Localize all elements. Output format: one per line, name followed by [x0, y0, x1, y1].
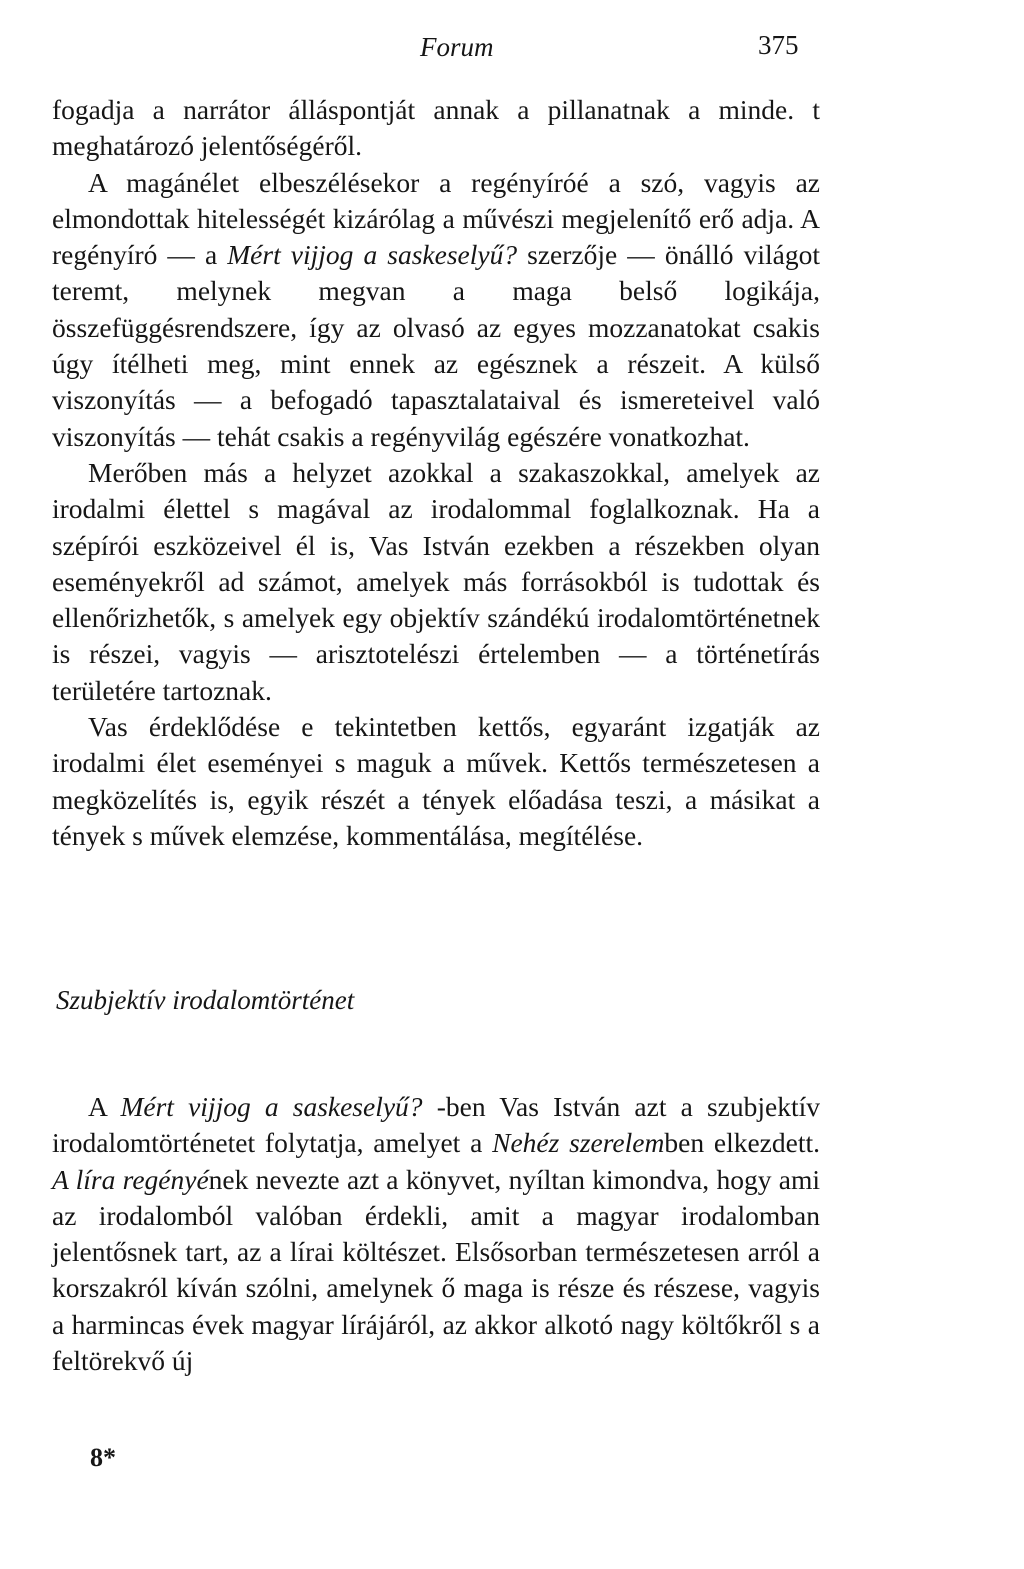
text-run: szerzője — önálló világot teremt, melynek megvan a maga belső logikája, összefüggésrendszere, így az olvasó az egyes mozzanatokat csakis úgy ítélheti meg, mint ennek az egésznek a részeit. A külső viszonyítás — a befogadó tapasztalataival és ismereteivel való viszonyítás — tehát csakis a regényvilág egészére vonatkozhat.	[52, 239, 820, 452]
paragraph	[52, 1089, 820, 1379]
text-run: Vas érdeklődése e tekintetben kettős, egyaránt izgatják az irodalmi élet eseményei s maguk a művek. Kettős természetesen a megközelítés is, egyik részét a tények előadása teszi, a másikat a tények s művek elemzése, kommentálása, megítélése.	[52, 711, 820, 851]
paragraph	[52, 455, 820, 709]
book-title: Mért vijjog a saskeselyű?	[227, 239, 518, 271]
text-run: ben elkezdett.	[664, 1127, 820, 1159]
page-header	[0, 30, 1024, 70]
section-heading: Szubjektív irodalomtörténet	[56, 985, 355, 1015]
main-text	[52, 92, 820, 854]
text-run: A magánélet elbeszélésekor a regényíróé a szó, vagyis az elmondottak hitelességét kizárólag a művészi megjelenítő erő adja. A regényíró — a	[52, 166, 820, 271]
text-run: -ben Vas István azt a szubjektív irodalomtörténetet folytatja, amelyet a	[52, 1091, 820, 1159]
text-run: nek nevezte azt a könyvet, nyíltan kimondva, hogy ami az irodalomból valóban érdekli, amit a magyar irodalomban jelentősnek tart, az a lírai költészet. Elsősorban természetesen arról a korszakról kíván szólni, amelynek ő maga is része és részese, vagyis a harmincas évek magyar lírájáról, az akkor alkotó nagy költőkről s a feltörekvő új	[52, 1163, 820, 1377]
section-text	[52, 1089, 820, 1379]
book-title: Nehéz szerelem	[492, 1127, 665, 1159]
book-title: A líra regényé	[52, 1163, 209, 1195]
paragraph	[52, 709, 820, 854]
running-title: Forum	[420, 32, 494, 62]
paragraph	[52, 92, 820, 165]
text-run: A	[88, 1091, 121, 1122]
book-title: Mért vijjog a saskeselyű?	[120, 1091, 423, 1122]
paragraph	[52, 165, 820, 455]
page-number: 375	[758, 30, 799, 60]
text-run: fogadja a narrátor álláspontját annak a pillanatnak a minde. t meghatározó jelentőségéről.	[52, 94, 820, 162]
signature-mark: 8*	[90, 1443, 116, 1472]
text-run: Merőben más a helyzet azokkal a szakaszokkal, amelyek az irodalmi élettel s magával az irodalommal foglalkoznak. Ha a szépírói eszközeivel él is, Vas István ezekben a részekben olyan eseményekről ad számot, amelyek más forrásokból is tudottak és ellenőrizhetők, s amelyek egy objektív szándékú irodalomtörténetnek is részei, vagyis — arisztotelészi értelemben — a történetírás területére tartoznak.	[52, 456, 820, 706]
